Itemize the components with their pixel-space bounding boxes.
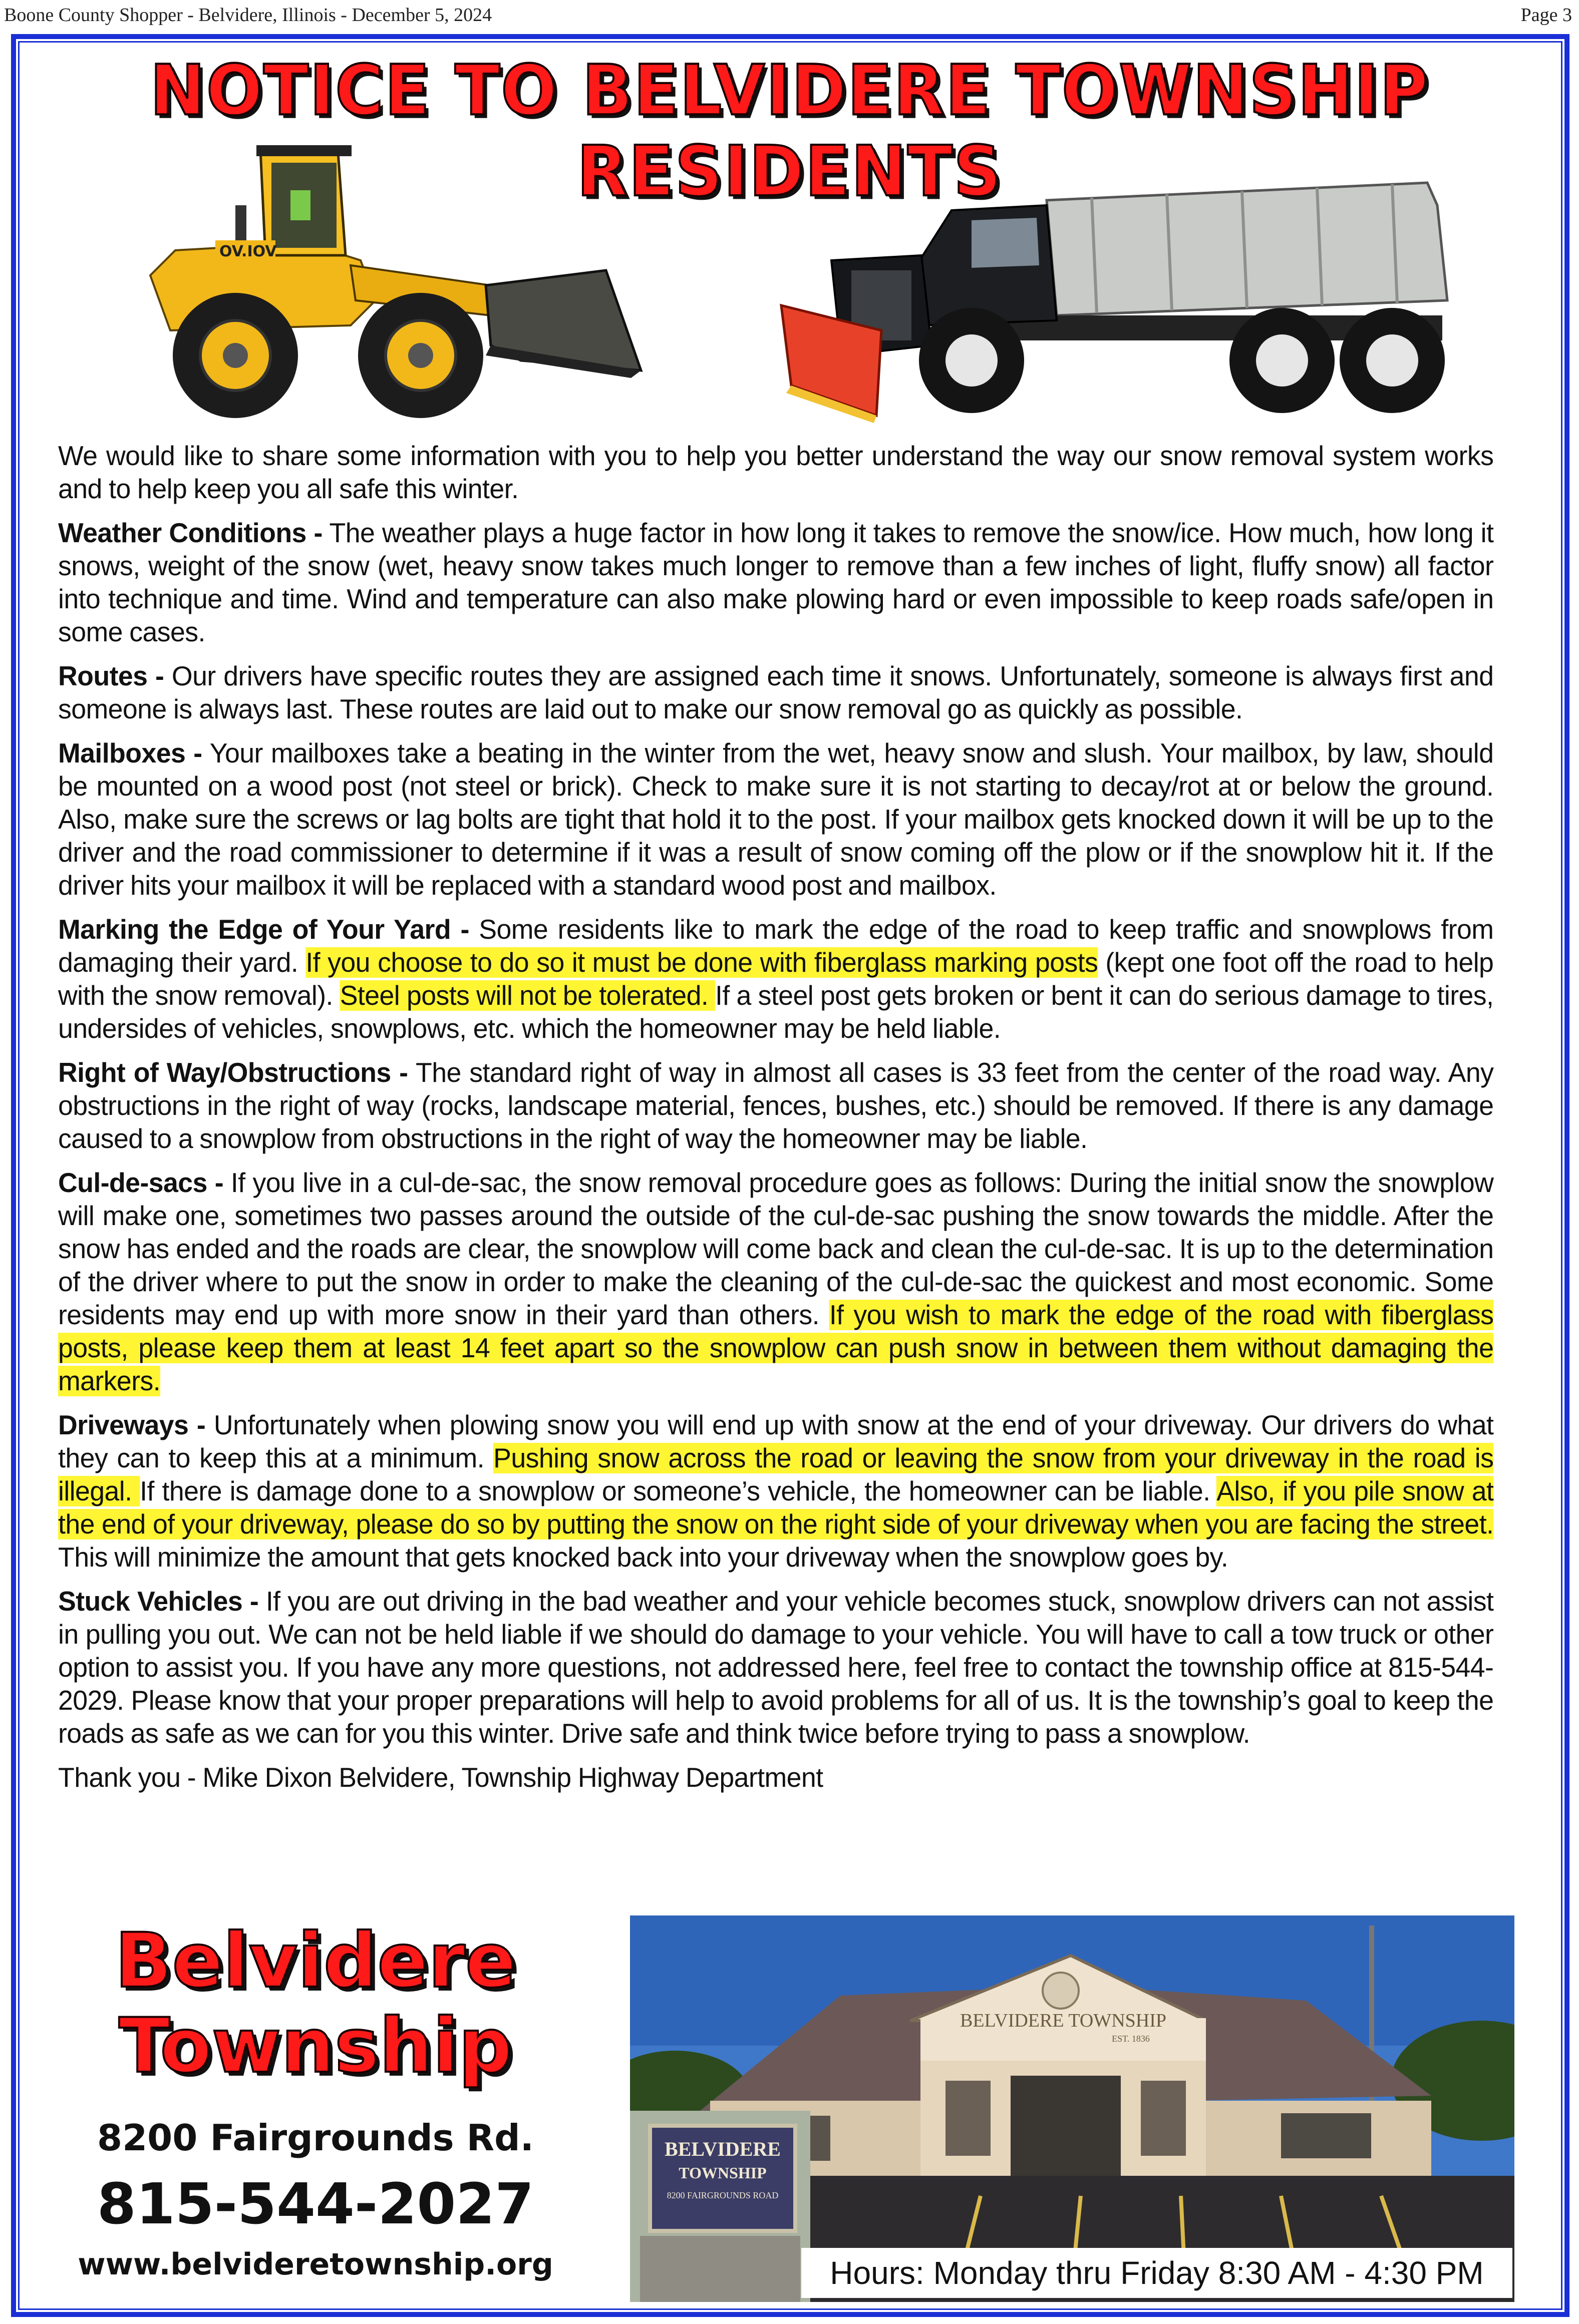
marking-text-1: Some residents like to mark the edge of the road to keep traffic and snowplows from damaging their yard. — [58, 914, 1494, 978]
driveways-paragraph — [58, 1409, 1493, 1574]
notice-headline: NOTICE TO BELVIDERE TOWNSHIP RESIDENTS — [150, 50, 1429, 212]
ground-sign-line1: BELVIDERE — [665, 2138, 781, 2160]
driveways-highlight-2: Also, if you pile snow at the end of your driveway, please do so by putting the snow on the right side of your driveway when you are facing the street. — [58, 1476, 1494, 1539]
ad-name-line1: Belvidere — [115, 1917, 516, 2005]
signoff: Thank you - Mike Dixon Belvidere, Township Highway Department — [58, 1762, 823, 1793]
marking-paragraph — [58, 913, 1493, 1045]
dump-truck-plow-image — [781, 183, 1447, 423]
culdesac-paragraph — [58, 1167, 1493, 1398]
row-heading: Right of Way/Obstructions - — [58, 1057, 408, 1088]
mailboxes-heading: Mailboxes - — [58, 738, 202, 768]
driveways-text-2: If there is damage done to a snowplow or someone’s vehicle, the homeowner can be liable. — [140, 1476, 1217, 1506]
stuck-paragraph — [58, 1585, 1493, 1750]
ground-sign-line2: TOWNSHIP — [679, 2164, 767, 2182]
driveways-text-3: This will minimize the amount that gets knocked back into your driveway when the snowplow goes by. — [58, 1542, 1228, 1573]
intro-paragraph: We would like to share some information with you to help you better understand the way our snow removal system works and to help keep you all safe this winter. — [58, 441, 1494, 504]
stuck-text: If you are out driving in the bad weather and your vehicle becomes stuck, snowplow drivers can not assist in pulling you out. We can not be held liable if we should do damage to your vehicle. You will have to call a tow truck or other option to assist you. If you have any more questions, not addressed here, feel free to contact the township office at 815-544-2029. Please know that your proper preparations will help to avoid problems for all of us. It is the township’s goal to keep the roads as safe as we can for you this winter. Drive safe and think twice before trying to pass a snowplow. — [58, 1586, 1494, 1749]
masthead-publication: Boone County Shopper - Belvidere, Illinois - December 5, 2024 — [4, 5, 492, 26]
weather-heading: Weather Conditions - — [58, 518, 323, 548]
snow-equipment-illustration — [140, 135, 1452, 426]
ad-phone: 815-544-2027 — [97, 2172, 534, 2237]
ground-sign-line3: 8200 FAIRGROUNDS ROAD — [667, 2190, 779, 2200]
driveways-heading: Driveways - — [58, 1410, 206, 1440]
row-paragraph — [58, 1056, 1493, 1155]
culdesac-text-1: If you live in a cul-de-sac, the snow removal procedure goes as follows: During the initial snow the snowplow will make one, sometimes two passes around the outside of the cul-de-sac pushing the snow towards the middle. After the snow has ended and the roads are clear, the snowplow will come back and clean the cul-de-sac. It is up to the determination of the driver where to put the snow in order to make the cleaning of the cul-de-sac the quickest and most economic. Some residents may end up with more snow in their yard than others. — [58, 1168, 1494, 1330]
building-sign-est: EST. 1836 — [1112, 2034, 1150, 2044]
masthead-page-number: Page 3 — [1520, 5, 1572, 26]
marking-highlight-2: Steel posts will not be tolerated. — [340, 980, 716, 1011]
marking-text-2: (kept one foot off the road to help with the snow removal). — [58, 947, 1494, 1011]
building-sign: BELVIDERE TOWNSHIP — [960, 2010, 1167, 2031]
marking-text-3: If a steel post gets broken or bent it can do serious damage to tires, undersides of vehicles, snowplows, etc. which the homeowner may be held liable. — [58, 980, 1494, 1044]
stuck-heading: Stuck Vehicles - — [58, 1586, 259, 1617]
marking-highlight-1: If you choose to do so it must be done with fiberglass marking posts — [305, 947, 1098, 978]
wheel-loader-image — [150, 145, 641, 418]
office-hours: Hours: Monday thru Friday 8:30 AM - 4:30 PM — [801, 2248, 1512, 2298]
ad-website[interactable]: www.belvideretownship.org — [78, 2247, 553, 2282]
ad-address: 8200 Fairgrounds Rd. — [97, 2117, 534, 2159]
weather-paragraph — [58, 517, 1493, 649]
routes-paragraph — [58, 660, 1493, 726]
mailboxes-paragraph — [58, 737, 1493, 902]
loader-label: OV.IOV — [219, 243, 277, 260]
marking-heading: Marking the Edge of Your Yard - — [58, 914, 469, 945]
weather-text: The weather plays a huge factor in how long it takes to remove the snow/ice. How much, how long it snows, weight of the snow (wet, heavy snow takes much longer to remove than a few inches of light, fluffy snow) all factor into technique and time. Wind and temperature can also make plowing hard or even impossible to keep roads safe/open in some cases. — [58, 518, 1494, 647]
culdesac-highlight-1: If you wish to mark the edge of the road with fiberglass posts, please keep them at least 14 feet apart so the snowplow can push snow in between them without damaging the markers. — [58, 1300, 1494, 1396]
ad-name-line2: Township — [119, 2003, 512, 2090]
township-building-photo — [630, 1915, 1514, 2302]
routes-heading: Routes - — [58, 661, 164, 691]
routes-text: Our drivers have specific routes they are assigned each time it snows. Unfortunately, someone is always first and someone is always last. These routes are laid out to make our snow removal go as quickly as possible. — [58, 661, 1494, 724]
mailboxes-text: Your mailboxes take a beating in the winter from the wet, heavy snow and slush. Your mailbox, by law, should be mounted on a wood post (not steel or brick). Check to make sure it is not starting to decay/rot at or below the ground. Also, make sure the screws or lag bolts are tight that hold it to the post. If your mailbox gets knocked down it will be up to the driver and the road commissioner to determine if it was a result of snow coming off the plow or if the snowplow hit it. If the driver hits your mailbox it will be replaced with a standard wood post and mailbox. — [58, 738, 1494, 901]
notice-body — [58, 440, 1493, 1805]
culdesac-heading: Cul-de-sacs - — [58, 1168, 224, 1198]
driveways-highlight-1: Pushing snow across the road or leaving the snow from your driveway in the road is illegal. — [58, 1443, 1494, 1506]
row-text: The standard right of way in almost all cases is 33 feet from the center of the road way. Any obstructions in the right of way (rocks, landscape material, fences, bushes, etc.) should be removed. If there is any damage caused to a snowplow from obstructions in the right of way the homeowner may be liable. — [58, 1057, 1494, 1154]
driveways-text-1: Unfortunately when plowing snow you will end up with snow at the end of your driveway. Our drivers do what they can to keep this at a minimum. — [58, 1410, 1494, 1473]
